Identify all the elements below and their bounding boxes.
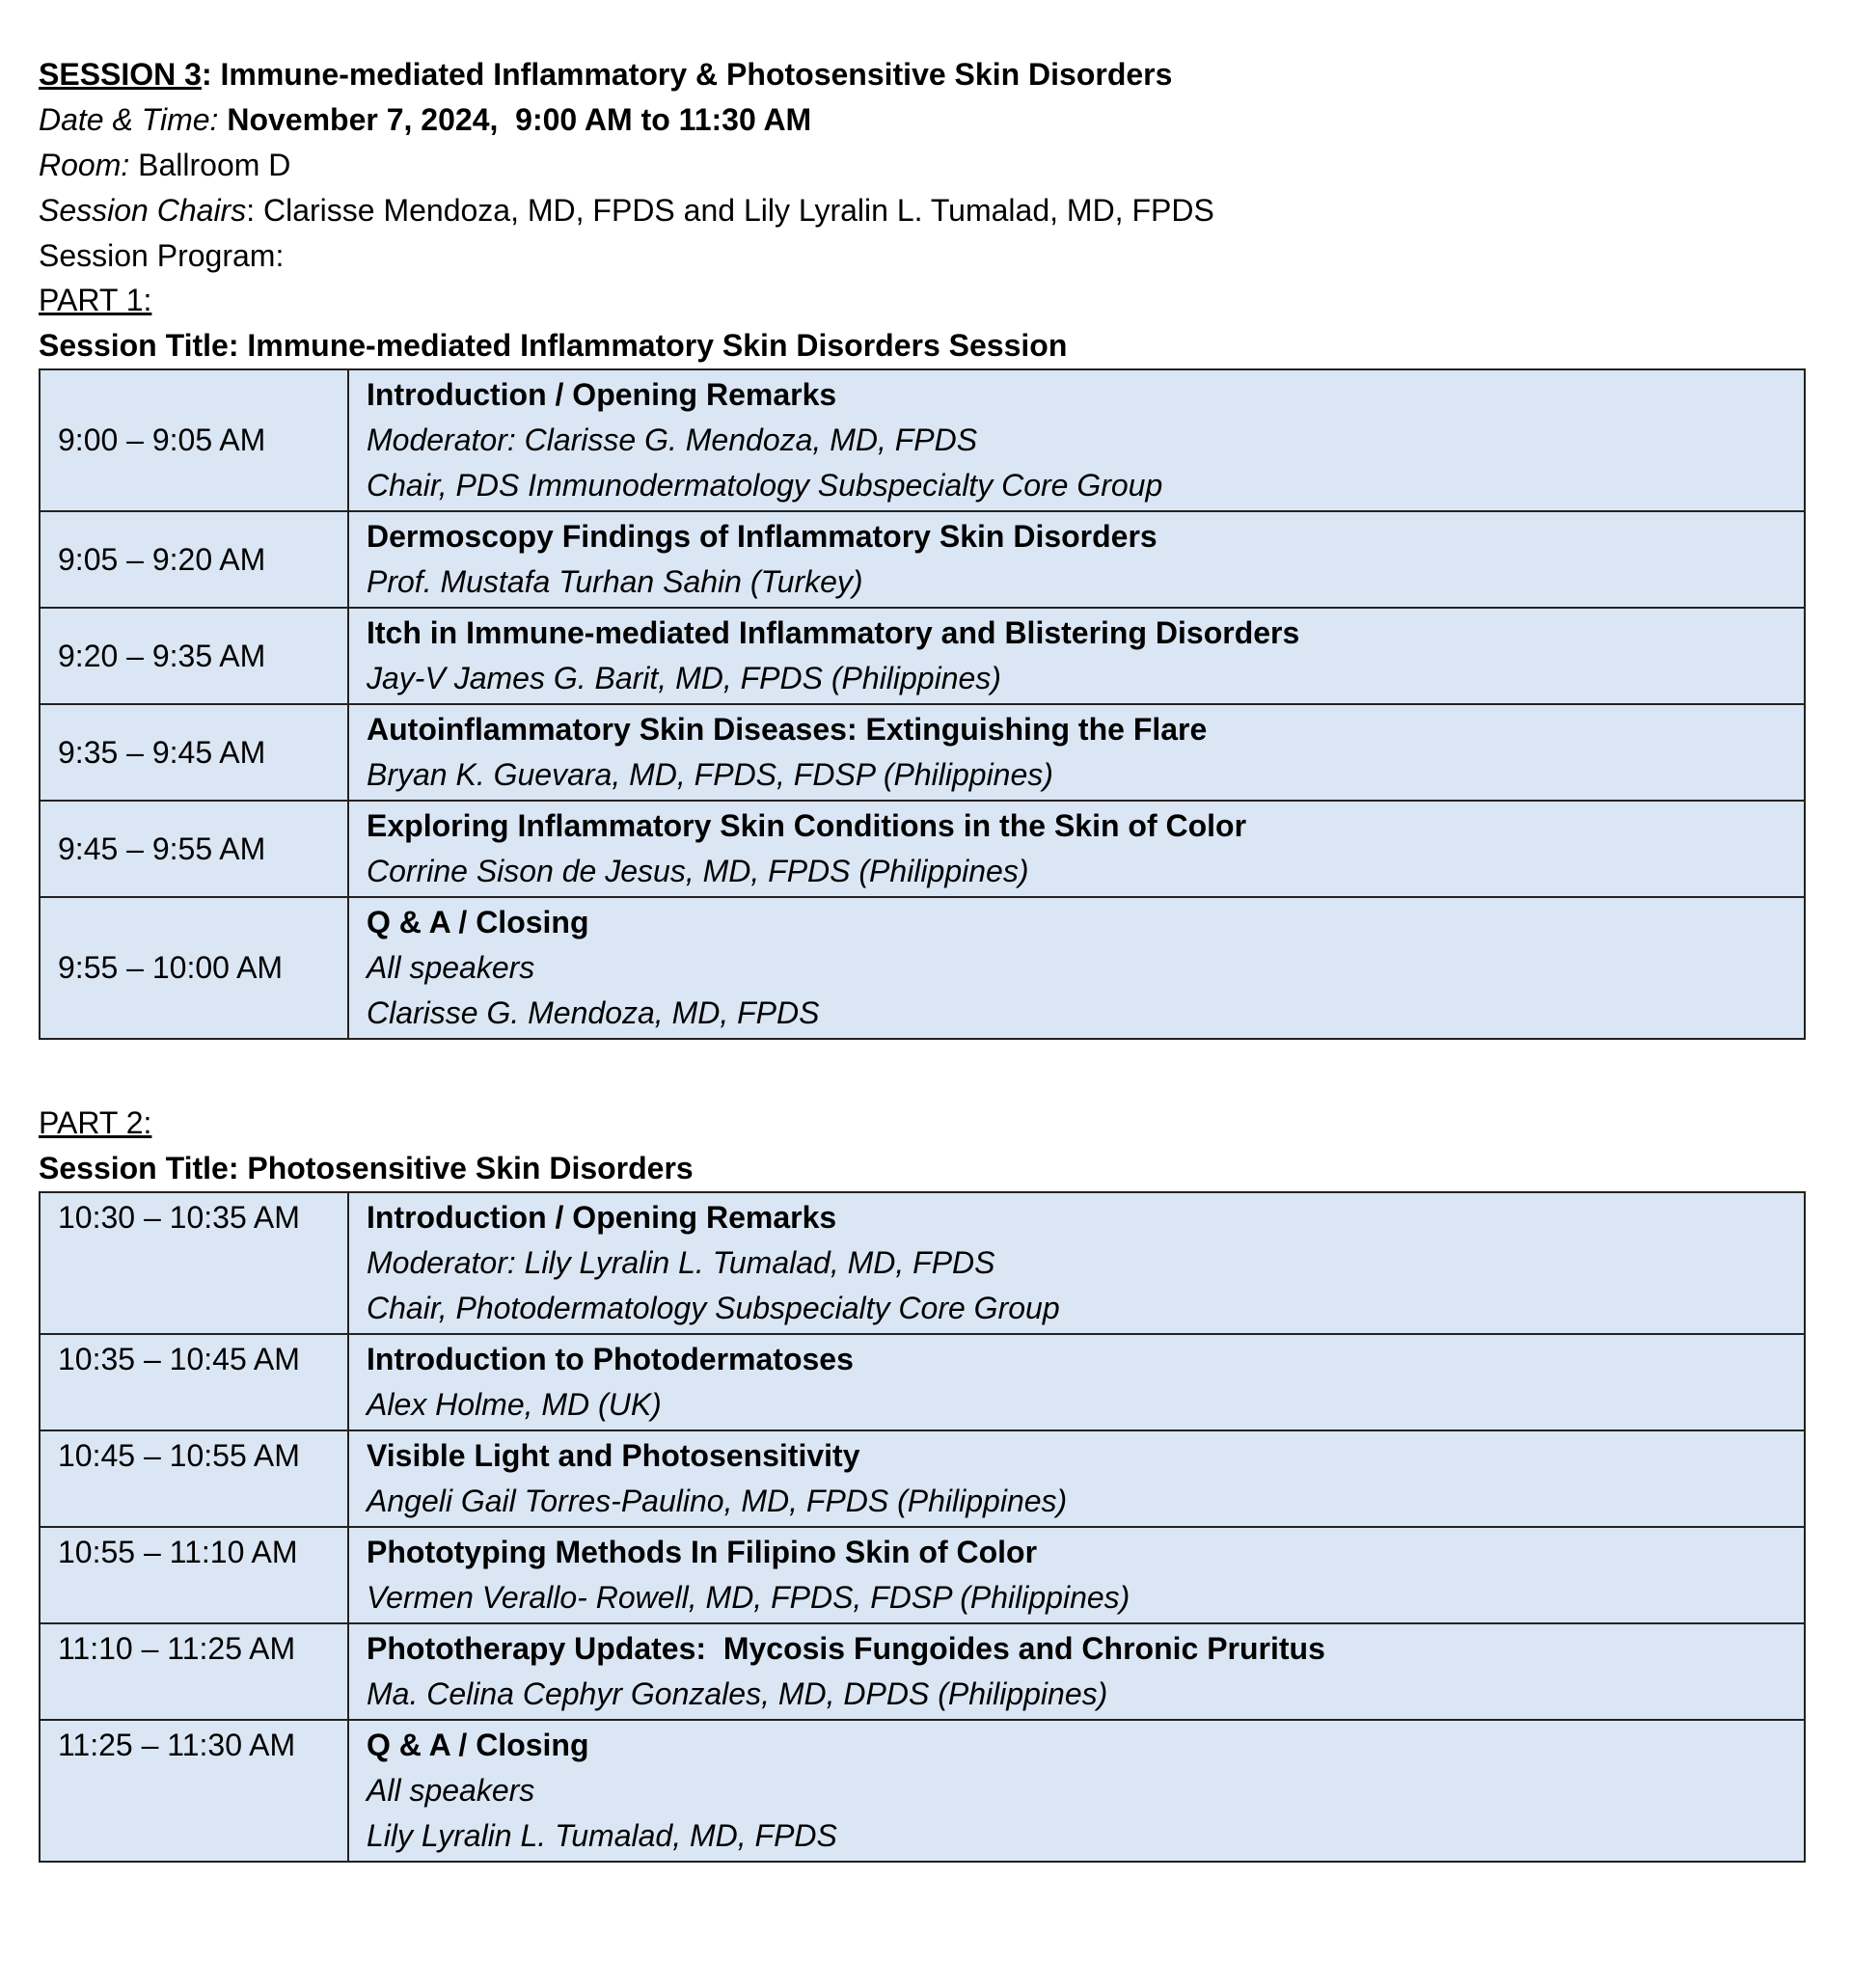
chairs-value: : Clarisse Mendoza, MD, FPDS and Lily Lyralin L. Tumalad, MD, FPDS bbox=[246, 193, 1214, 228]
talk-cell bbox=[348, 897, 1805, 1039]
talk-title: Visible Light and Photosensitivity bbox=[367, 1438, 860, 1473]
session-title: : Immune-mediated Inflammatory & Photosensitive Skin Disorders bbox=[201, 57, 1173, 92]
speaker-line: Lily Lyralin L. Tumalad, MD, FPDS bbox=[367, 1818, 837, 1853]
talk-cell bbox=[348, 1720, 1805, 1862]
speaker-line: All speakers bbox=[367, 1773, 535, 1808]
talk-title: Q & A / Closing bbox=[367, 1728, 589, 1762]
session-heading bbox=[39, 52, 1794, 97]
time-cell: 9:55 – 10:00 AM bbox=[40, 897, 348, 1039]
speaker-line: Vermen Verallo- Rowell, MD, FPDS, FDSP (Philippines) bbox=[367, 1580, 1130, 1615]
table-row bbox=[40, 704, 1805, 801]
talk-cell bbox=[348, 801, 1805, 897]
speaker-line: Chair, PDS Immunodermatology Subspecialty Core Group bbox=[367, 468, 1163, 503]
talk-cell bbox=[348, 1527, 1805, 1623]
table-row bbox=[40, 369, 1805, 511]
date-value: November 7, 2024, 9:00 AM to 11:30 AM bbox=[227, 102, 812, 137]
date-time-line bbox=[39, 97, 1794, 143]
table-row bbox=[40, 1334, 1805, 1430]
talk-title: Dermoscopy Findings of Inflammatory Skin Disorders bbox=[367, 519, 1158, 554]
speaker-line: All speakers bbox=[367, 950, 535, 985]
session-label: SESSION 3 bbox=[39, 57, 202, 92]
table-row bbox=[40, 511, 1805, 608]
talk-title: Introduction / Opening Remarks bbox=[367, 377, 837, 412]
time-cell: 10:55 – 11:10 AM bbox=[40, 1527, 348, 1623]
time-cell: 10:35 – 10:45 AM bbox=[40, 1334, 348, 1430]
talk-title: Introduction to Photodermatoses bbox=[367, 1342, 854, 1376]
table-row bbox=[40, 608, 1805, 704]
speaker-line: Angeli Gail Torres-Paulino, MD, FPDS (Philippines) bbox=[367, 1484, 1068, 1518]
talk-cell bbox=[348, 1192, 1805, 1334]
room-label: Room: bbox=[39, 148, 130, 182]
talk-cell bbox=[348, 608, 1805, 704]
speaker-line: Clarisse G. Mendoza, MD, FPDS bbox=[367, 995, 820, 1030]
talk-cell bbox=[348, 1623, 1805, 1720]
time-cell: 9:45 – 9:55 AM bbox=[40, 801, 348, 897]
talk-cell bbox=[348, 369, 1805, 511]
table-row bbox=[40, 801, 1805, 897]
time-cell: 11:10 – 11:25 AM bbox=[40, 1623, 348, 1720]
talk-title: Introduction / Opening Remarks bbox=[367, 1200, 837, 1235]
speaker-line: Moderator: Lily Lyralin L. Tumalad, MD, FPDS bbox=[367, 1245, 995, 1280]
speaker-line: Ma. Celina Cephyr Gonzales, MD, DPDS (Philippines) bbox=[367, 1676, 1108, 1711]
part-1-schedule-table bbox=[39, 368, 1806, 1040]
talk-title: Itch in Immune-mediated Inflammatory and Blistering Disorders bbox=[367, 615, 1300, 650]
session-header bbox=[39, 52, 1794, 279]
talk-title: Phototherapy Updates: Mycosis Fungoides and Chronic Pruritus bbox=[367, 1631, 1325, 1666]
date-label: Date & Time: bbox=[39, 102, 219, 137]
speaker-line: Jay-V James G. Barit, MD, FPDS (Philippines) bbox=[367, 661, 1001, 695]
room-value: Ballroom D bbox=[138, 148, 291, 182]
room-line bbox=[39, 143, 1794, 188]
table-row bbox=[40, 1527, 1805, 1623]
speaker-line: Bryan K. Guevara, MD, FPDS, FDSP (Philippines) bbox=[367, 757, 1053, 792]
talk-cell bbox=[348, 1334, 1805, 1430]
time-cell: 10:30 – 10:35 AM bbox=[40, 1192, 348, 1334]
table-row bbox=[40, 897, 1805, 1039]
part-2-section bbox=[39, 1101, 1813, 1863]
speaker-line: Prof. Mustafa Turhan Sahin (Turkey) bbox=[367, 564, 863, 599]
part-1-section bbox=[39, 278, 1813, 1040]
chairs-line bbox=[39, 188, 1794, 233]
part-2-schedule-table bbox=[39, 1191, 1806, 1863]
talk-title: Autoinflammatory Skin Diseases: Extinguishing the Flare bbox=[367, 712, 1208, 747]
program-label: Session Program: bbox=[39, 238, 285, 273]
talk-cell bbox=[348, 1430, 1805, 1527]
talk-cell bbox=[348, 511, 1805, 608]
speaker-line: Chair, Photodermatology Subspecialty Core Group bbox=[367, 1291, 1060, 1325]
time-cell: 9:35 – 9:45 AM bbox=[40, 704, 348, 801]
table-row bbox=[40, 1192, 1805, 1334]
time-cell: 9:05 – 9:20 AM bbox=[40, 511, 348, 608]
speaker-line: Corrine Sison de Jesus, MD, FPDS (Philippines) bbox=[367, 854, 1029, 888]
speaker-line: Alex Holme, MD (UK) bbox=[367, 1387, 662, 1422]
talk-title: Exploring Inflammatory Skin Conditions in the Skin of Color bbox=[367, 808, 1247, 843]
chairs-label: Session Chairs bbox=[39, 193, 247, 228]
part-1-title: Session Title: Immune-mediated Inflammatory Skin Disorders Session bbox=[39, 328, 1068, 363]
time-cell: 10:45 – 10:55 AM bbox=[40, 1430, 348, 1527]
time-cell: 9:00 – 9:05 AM bbox=[40, 369, 348, 511]
table-row bbox=[40, 1430, 1805, 1527]
table-row bbox=[40, 1623, 1805, 1720]
time-cell: 9:20 – 9:35 AM bbox=[40, 608, 348, 704]
talk-title: Q & A / Closing bbox=[367, 905, 589, 940]
part-1-label: PART 1: bbox=[39, 283, 152, 317]
talk-cell bbox=[348, 704, 1805, 801]
time-cell: 11:25 – 11:30 AM bbox=[40, 1720, 348, 1862]
speaker-line: Moderator: Clarisse G. Mendoza, MD, FPDS bbox=[367, 422, 978, 457]
part-2-label: PART 2: bbox=[39, 1105, 152, 1140]
table-row bbox=[40, 1720, 1805, 1862]
part-2-title: Session Title: Photosensitive Skin Disorders bbox=[39, 1151, 694, 1185]
talk-title: Phototyping Methods In Filipino Skin of Color bbox=[367, 1535, 1038, 1569]
